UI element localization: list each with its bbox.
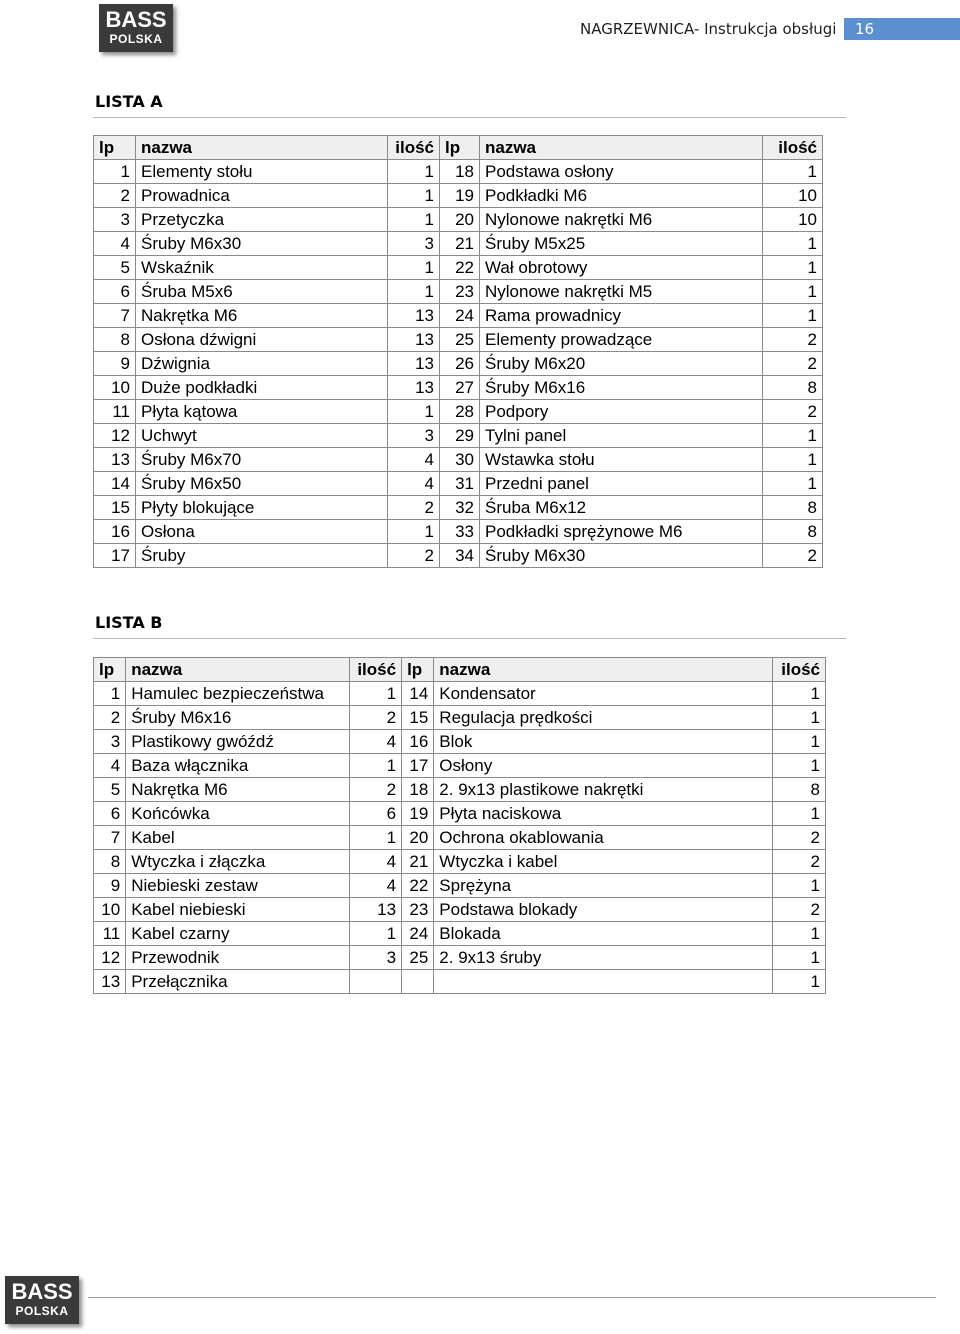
cell-nazwa: Przedni panel <box>480 472 763 496</box>
lista-b-table <box>93 657 826 994</box>
cell-nazwa: Nylonowe nakrętki M5 <box>480 280 763 304</box>
cell-ilosc: 13 <box>388 304 440 328</box>
cell-nazwa: Podkładki sprężynowe M6 <box>480 520 763 544</box>
cell-lp: 14 <box>402 682 434 706</box>
table-row <box>94 424 823 448</box>
column-header-ilosc: ilość <box>388 136 440 160</box>
cell-nazwa: Podpory <box>480 400 763 424</box>
table-row <box>94 922 826 946</box>
cell-ilosc: 1 <box>388 256 440 280</box>
cell-nazwa: Przełącznika <box>126 970 350 994</box>
logo-text-bass: BASS <box>105 7 167 32</box>
footer-divider <box>88 1297 936 1298</box>
cell-lp: 2 <box>94 184 136 208</box>
cell-lp: 24 <box>440 304 480 328</box>
cell-ilosc: 4 <box>388 472 440 496</box>
cell-lp: 30 <box>440 448 480 472</box>
cell-lp: 24 <box>402 922 434 946</box>
bass-polska-logo <box>99 4 173 52</box>
cell-nazwa: Nakrętka M6 <box>136 304 388 328</box>
table-row <box>94 898 826 922</box>
cell-lp: 34 <box>440 544 480 568</box>
logo-text-bass: BASS <box>11 1279 73 1304</box>
column-header-nazwa: nazwa <box>126 658 350 682</box>
cell-ilosc: 1 <box>763 472 823 496</box>
column-header-lp: lp <box>94 136 136 160</box>
cell-nazwa: Śruba M5x6 <box>136 280 388 304</box>
cell-ilosc: 1 <box>349 826 401 850</box>
table-row <box>94 754 826 778</box>
cell-lp: 8 <box>94 328 136 352</box>
cell-ilosc: 1 <box>772 874 825 898</box>
cell-lp: 33 <box>440 520 480 544</box>
cell-nazwa: Elementy stołu <box>136 160 388 184</box>
cell-lp: 25 <box>440 328 480 352</box>
cell-lp: 14 <box>94 472 136 496</box>
cell-ilosc: 2 <box>772 826 825 850</box>
cell-nazwa: Przetyczka <box>136 208 388 232</box>
cell-ilosc: 1 <box>388 184 440 208</box>
cell-ilosc: 1 <box>349 754 401 778</box>
cell-ilosc: 1 <box>772 754 825 778</box>
cell-lp: 2 <box>94 706 126 730</box>
cell-nazwa: Śruby M6x70 <box>136 448 388 472</box>
cell-nazwa: Regulacja prędkości <box>434 706 772 730</box>
cell-nazwa: Podstawa osłony <box>480 160 763 184</box>
table-header-row <box>94 136 823 160</box>
cell-ilosc: 1 <box>349 682 401 706</box>
cell-ilosc: 4 <box>349 730 401 754</box>
cell-lp: 11 <box>94 400 136 424</box>
bass-polska-logo-footer <box>5 1276 79 1324</box>
cell-nazwa: Duże podkładki <box>136 376 388 400</box>
cell-lp: 10 <box>94 898 126 922</box>
cell-lp: 22 <box>440 256 480 280</box>
table-row <box>94 448 823 472</box>
cell-lp: 4 <box>94 232 136 256</box>
table-row <box>94 184 823 208</box>
cell-ilosc: 1 <box>772 802 825 826</box>
table-row <box>94 328 823 352</box>
cell-ilosc: 1 <box>763 424 823 448</box>
cell-nazwa: Prowadnica <box>136 184 388 208</box>
cell-ilosc: 1 <box>388 160 440 184</box>
lista-a-rows <box>94 160 823 568</box>
cell-nazwa: Kabel <box>126 826 350 850</box>
cell-ilosc: 4 <box>349 874 401 898</box>
cell-nazwa: Śruby M5x25 <box>480 232 763 256</box>
cell-ilosc: 2 <box>388 496 440 520</box>
cell-nazwa: Śruby M6x30 <box>480 544 763 568</box>
cell-ilosc: 1 <box>388 520 440 544</box>
lista-b-divider <box>93 638 846 639</box>
cell-lp: 7 <box>94 304 136 328</box>
table-row <box>94 706 826 730</box>
lista-a-table <box>93 135 823 568</box>
cell-nazwa: Wtyczka i złączka <box>126 850 350 874</box>
cell-lp: 29 <box>440 424 480 448</box>
cell-nazwa: Niebieski zestaw <box>126 874 350 898</box>
cell-lp: 6 <box>94 280 136 304</box>
cell-ilosc: 13 <box>388 328 440 352</box>
logo-text-polska: POLSKA <box>15 1304 69 1318</box>
cell-ilosc: 1 <box>772 922 825 946</box>
cell-ilosc: 1 <box>388 208 440 232</box>
column-header-ilosc: ilość <box>349 658 401 682</box>
cell-nazwa: Nakrętka M6 <box>126 778 350 802</box>
cell-ilosc: 13 <box>349 898 401 922</box>
cell-lp: 1 <box>94 160 136 184</box>
cell-lp: 7 <box>94 826 126 850</box>
cell-nazwa: 2. 9x13 plastikowe nakrętki <box>434 778 772 802</box>
cell-nazwa: Kabel niebieski <box>126 898 350 922</box>
table-row <box>94 970 826 994</box>
cell-nazwa: Rama prowadnicy <box>480 304 763 328</box>
column-header-nazwa: nazwa <box>434 658 772 682</box>
cell-ilosc: 1 <box>772 706 825 730</box>
cell-ilosc: 1 <box>349 922 401 946</box>
cell-nazwa: Sprężyna <box>434 874 772 898</box>
cell-nazwa: Wstawka stołu <box>480 448 763 472</box>
table-row <box>94 874 826 898</box>
table-row <box>94 160 823 184</box>
cell-nazwa: Ochrona okablowania <box>434 826 772 850</box>
cell-nazwa: Śruby M6x16 <box>480 376 763 400</box>
table-row <box>94 256 823 280</box>
cell-ilosc <box>349 970 401 994</box>
cell-lp: 13 <box>94 970 126 994</box>
lista-a-title: LISTA A <box>95 92 163 111</box>
column-header-nazwa: nazwa <box>136 136 388 160</box>
cell-nazwa: Śruby M6x50 <box>136 472 388 496</box>
cell-nazwa: 2. 9x13 śruby <box>434 946 772 970</box>
cell-lp: 16 <box>402 730 434 754</box>
cell-lp: 5 <box>94 256 136 280</box>
table-row <box>94 778 826 802</box>
cell-lp: 21 <box>402 850 434 874</box>
cell-ilosc: 1 <box>388 280 440 304</box>
cell-lp: 21 <box>440 232 480 256</box>
cell-nazwa: Tylni panel <box>480 424 763 448</box>
column-header-nazwa: nazwa <box>480 136 763 160</box>
cell-nazwa: Dźwignia <box>136 352 388 376</box>
cell-nazwa: Kondensator <box>434 682 772 706</box>
cell-ilosc: 3 <box>388 424 440 448</box>
cell-lp: 23 <box>440 280 480 304</box>
table-row <box>94 946 826 970</box>
cell-nazwa: Końcówka <box>126 802 350 826</box>
table-row <box>94 682 826 706</box>
lista-a-divider <box>93 117 846 118</box>
cell-ilosc: 3 <box>349 946 401 970</box>
cell-ilosc: 1 <box>763 232 823 256</box>
cell-ilosc: 8 <box>772 778 825 802</box>
cell-ilosc: 8 <box>763 520 823 544</box>
cell-ilosc: 1 <box>772 682 825 706</box>
cell-lp: 9 <box>94 352 136 376</box>
column-header-lp: lp <box>94 658 126 682</box>
cell-nazwa: Osłony <box>434 754 772 778</box>
cell-lp: 9 <box>94 874 126 898</box>
cell-ilosc: 2 <box>763 328 823 352</box>
cell-nazwa: Wtyczka i kabel <box>434 850 772 874</box>
cell-nazwa: Kabel czarny <box>126 922 350 946</box>
cell-nazwa: Osłona dźwigni <box>136 328 388 352</box>
column-header-lp: lp <box>440 136 480 160</box>
page-number: 16 <box>844 18 960 40</box>
table-row <box>94 520 823 544</box>
table-row <box>94 802 826 826</box>
cell-nazwa: Blok <box>434 730 772 754</box>
cell-ilosc: 1 <box>772 730 825 754</box>
cell-ilosc: 1 <box>772 946 825 970</box>
cell-ilosc: 2 <box>763 352 823 376</box>
cell-ilosc: 10 <box>763 208 823 232</box>
cell-nazwa: Blokada <box>434 922 772 946</box>
cell-nazwa: Osłona <box>136 520 388 544</box>
table-row <box>94 304 823 328</box>
cell-nazwa: Plastikowy gwóźdź <box>126 730 350 754</box>
cell-nazwa: Płyty blokujące <box>136 496 388 520</box>
cell-ilosc: 1 <box>388 400 440 424</box>
cell-ilosc: 2 <box>388 544 440 568</box>
logo-text-polska: POLSKA <box>109 32 163 46</box>
cell-ilosc: 8 <box>763 376 823 400</box>
cell-nazwa: Hamulec bezpieczeństwa <box>126 682 350 706</box>
cell-ilosc: 1 <box>772 970 825 994</box>
cell-lp: 26 <box>440 352 480 376</box>
table-row <box>94 232 823 256</box>
cell-ilosc: 13 <box>388 352 440 376</box>
cell-nazwa: Podstawa blokady <box>434 898 772 922</box>
cell-nazwa: Śruba M6x12 <box>480 496 763 520</box>
cell-nazwa: Podkładki M6 <box>480 184 763 208</box>
table-row <box>94 472 823 496</box>
cell-ilosc: 2 <box>772 850 825 874</box>
cell-lp: 17 <box>402 754 434 778</box>
table-row <box>94 850 826 874</box>
lista-b-rows <box>94 682 826 994</box>
cell-lp: 23 <box>402 898 434 922</box>
table-row <box>94 544 823 568</box>
cell-lp: 11 <box>94 922 126 946</box>
cell-lp: 6 <box>94 802 126 826</box>
table-row <box>94 496 823 520</box>
cell-nazwa: Nylonowe nakrętki M6 <box>480 208 763 232</box>
cell-ilosc: 2 <box>349 778 401 802</box>
cell-lp: 32 <box>440 496 480 520</box>
cell-lp: 8 <box>94 850 126 874</box>
cell-lp: 18 <box>440 160 480 184</box>
document-title: NAGRZEWNICA- Instrukcja obsługi <box>580 20 837 38</box>
cell-ilosc: 2 <box>763 400 823 424</box>
cell-lp: 18 <box>402 778 434 802</box>
table-row <box>94 730 826 754</box>
cell-nazwa <box>434 970 772 994</box>
cell-lp: 22 <box>402 874 434 898</box>
cell-lp: 27 <box>440 376 480 400</box>
cell-lp: 20 <box>402 826 434 850</box>
cell-lp: 17 <box>94 544 136 568</box>
cell-nazwa: Śruby M6x30 <box>136 232 388 256</box>
cell-lp <box>402 970 434 994</box>
column-header-ilosc: ilość <box>763 136 823 160</box>
cell-ilosc: 1 <box>763 280 823 304</box>
cell-nazwa: Śruby M6x16 <box>126 706 350 730</box>
cell-ilosc: 2 <box>349 706 401 730</box>
cell-nazwa: Śruby M6x20 <box>480 352 763 376</box>
cell-ilosc: 1 <box>763 448 823 472</box>
cell-lp: 10 <box>94 376 136 400</box>
lista-b-title: LISTA B <box>95 613 163 632</box>
cell-ilosc: 6 <box>349 802 401 826</box>
table-header-row <box>94 658 826 682</box>
cell-nazwa: Baza włącznika <box>126 754 350 778</box>
cell-ilosc: 1 <box>763 304 823 328</box>
cell-nazwa: Śruby <box>136 544 388 568</box>
cell-nazwa: Uchwyt <box>136 424 388 448</box>
cell-ilosc: 3 <box>388 232 440 256</box>
table-row <box>94 208 823 232</box>
table-row <box>94 400 823 424</box>
cell-ilosc: 2 <box>772 898 825 922</box>
table-row <box>94 826 826 850</box>
cell-ilosc: 10 <box>763 184 823 208</box>
cell-ilosc: 4 <box>388 448 440 472</box>
cell-lp: 3 <box>94 730 126 754</box>
cell-ilosc: 8 <box>763 496 823 520</box>
column-header-lp: lp <box>402 658 434 682</box>
cell-lp: 31 <box>440 472 480 496</box>
cell-lp: 16 <box>94 520 136 544</box>
table-row <box>94 376 823 400</box>
cell-lp: 20 <box>440 208 480 232</box>
table-row <box>94 352 823 376</box>
cell-lp: 4 <box>94 754 126 778</box>
cell-nazwa: Elementy prowadzące <box>480 328 763 352</box>
cell-nazwa: Wskaźnik <box>136 256 388 280</box>
cell-nazwa: Płyta naciskowa <box>434 802 772 826</box>
cell-lp: 25 <box>402 946 434 970</box>
cell-lp: 28 <box>440 400 480 424</box>
cell-lp: 13 <box>94 448 136 472</box>
cell-lp: 1 <box>94 682 126 706</box>
cell-nazwa: Przewodnik <box>126 946 350 970</box>
cell-lp: 12 <box>94 424 136 448</box>
table-row <box>94 280 823 304</box>
cell-lp: 19 <box>402 802 434 826</box>
cell-lp: 3 <box>94 208 136 232</box>
cell-nazwa: Wał obrotowy <box>480 256 763 280</box>
cell-lp: 12 <box>94 946 126 970</box>
cell-lp: 15 <box>402 706 434 730</box>
cell-ilosc: 1 <box>763 160 823 184</box>
cell-ilosc: 4 <box>349 850 401 874</box>
cell-ilosc: 2 <box>763 544 823 568</box>
cell-nazwa: Płyta kątowa <box>136 400 388 424</box>
cell-lp: 5 <box>94 778 126 802</box>
cell-lp: 15 <box>94 496 136 520</box>
cell-ilosc: 13 <box>388 376 440 400</box>
column-header-ilosc: ilość <box>772 658 825 682</box>
cell-ilosc: 1 <box>763 256 823 280</box>
cell-lp: 19 <box>440 184 480 208</box>
